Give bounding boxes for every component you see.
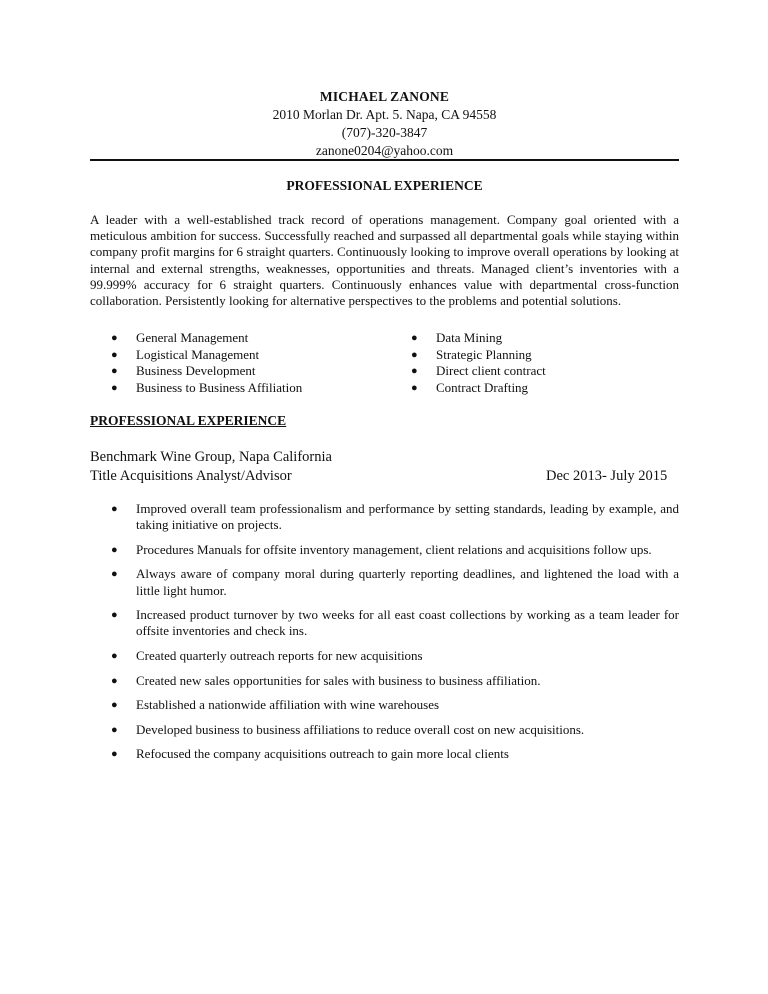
skills-column-right — [411, 330, 671, 396]
role-row — [90, 467, 679, 485]
skill-label: Business Development — [136, 363, 256, 379]
duty-text: Established a nationwide affiliation with wine warehouses — [136, 697, 440, 713]
skill-label: Strategic Planning — [436, 346, 532, 362]
duties-list — [111, 501, 679, 771]
skill-label: Business to Business Affiliation — [136, 379, 303, 395]
skill-item — [111, 363, 391, 380]
skill-item — [411, 347, 671, 364]
bullet-icon: ● — [111, 699, 118, 712]
skill-item — [111, 380, 391, 397]
bullet-icon: ● — [411, 381, 418, 394]
bullet-icon: ● — [111, 543, 118, 556]
skill-item — [411, 380, 671, 397]
bullet-icon: ● — [111, 503, 118, 515]
bullet-icon: ● — [411, 365, 418, 378]
address-line: 2010 Morlan Dr. Apt. 5. Napa, CA 94558 — [272, 107, 497, 122]
duty-item — [111, 542, 679, 558]
duty-text: Improved overall team professionalism and performance by setting standards, leading by example, and taking initiative on projects. — [136, 501, 679, 533]
duty-text: Created new sales opportunities for sales with business to business affiliation. — [136, 672, 541, 688]
bullet-icon: ● — [111, 348, 118, 361]
skill-label: Direct client contract — [436, 363, 546, 379]
skill-label: General Management — [136, 330, 249, 345]
bullet-icon: ● — [111, 649, 118, 662]
skill-label: Data Mining — [436, 330, 503, 345]
duty-item — [111, 697, 679, 713]
skill-item — [411, 330, 671, 347]
duty-text: Created quarterly outreach reports for new acquisitions — [136, 647, 423, 663]
duty-item — [111, 722, 679, 738]
skill-item — [111, 330, 391, 347]
duty-text: Refocused the company acquisitions outreach to gain more local clients — [136, 746, 509, 762]
job-title: Title Acquisitions Analyst/Advisor — [90, 468, 292, 484]
bullet-icon: ● — [111, 674, 118, 687]
skill-item — [411, 363, 671, 380]
duty-text: Increased product turnover by two weeks for all east coast collections by working as a team leader for offsite inventories and check ins. — [136, 607, 679, 639]
bullet-icon: ● — [111, 748, 118, 761]
duty-text: Procedures Manuals for offsite inventory management, client relations and acquisitions follow ups. — [136, 541, 652, 557]
experience-heading: PROFESSIONAL EXPERIENCE — [90, 413, 287, 428]
duty-item — [111, 673, 679, 689]
bullet-icon: ● — [111, 332, 118, 344]
resume-page — [90, 0, 679, 994]
duty-text: Developed business to business affiliations to reduce overall cost on new acquisitions. — [136, 721, 585, 737]
bullet-icon: ● — [111, 365, 118, 378]
employment-dates: Dec 2013- July 2015 — [546, 468, 668, 484]
duty-item — [111, 648, 679, 664]
company-name: Benchmark Wine Group, Napa California — [90, 449, 332, 465]
summary-heading: PROFESSIONAL EXPERIENCE — [286, 178, 483, 193]
duty-item — [111, 746, 679, 762]
bullet-icon: ● — [411, 332, 418, 344]
summary-paragraph: A leader with a well-established track record of operations management. Company goal oriented with a meticulous ambition for success. Successfully reached and surpassed all departmental goals while staying within company profit margins for 6 straight quarters. Continuously looking to improve overall operations by looking at internal and external strengths, weaknesses, opportunities and threats. Managed client’s inventories with a 99.999% accuracy for 6 straight quarters. Continuously enhances value with departmental cross-function collaboration. Persistently looking for alternative perspectives to the problems and potential solutions. — [90, 212, 679, 309]
skill-label: Logistical Management — [136, 346, 260, 362]
skills-column-left — [111, 330, 391, 396]
candidate-name: MICHAEL ZANONE — [319, 89, 450, 104]
duty-item — [111, 607, 679, 639]
skill-label: Contract Drafting — [436, 379, 529, 395]
duty-item — [111, 566, 679, 598]
header-divider — [90, 159, 679, 161]
contact-header — [90, 88, 679, 160]
duty-text: Always aware of company moral during quarterly reporting deadlines, and lightened the load with a little light humor. — [136, 566, 679, 598]
phone-line: (707)-320-3847 — [341, 125, 428, 140]
bullet-icon: ● — [111, 723, 118, 736]
duty-item — [111, 501, 679, 533]
bullet-icon: ● — [111, 609, 118, 622]
skill-item — [111, 347, 391, 364]
bullet-icon: ● — [111, 568, 118, 581]
bullet-icon: ● — [111, 381, 118, 394]
email-line: zanone0204@yahoo.com — [315, 143, 454, 158]
bullet-icon: ● — [411, 348, 418, 361]
